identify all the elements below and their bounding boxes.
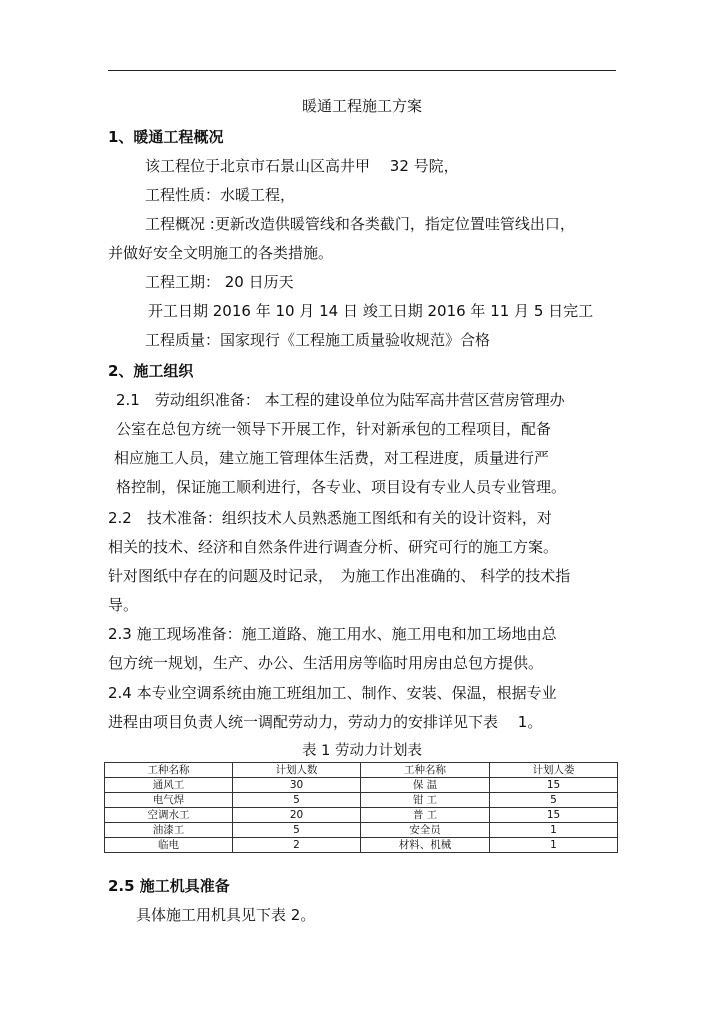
s1-line-location: 该工程位于北京市石景山区高井甲 32 号院， bbox=[145, 157, 459, 175]
s2-line-10: 包方统一规划，生产、办公、生活用房等临时用房由总包方提供。 bbox=[108, 654, 544, 672]
table-cell: 钳 工 bbox=[361, 793, 490, 808]
s2-line-12: 进程由项目负责人统一调配劳动力，劳动力的安排详见下表 1。 bbox=[108, 713, 543, 731]
header-cell: 计划人数 bbox=[233, 763, 361, 778]
s2-line-3: 相应施工人员，建立施工管理体生活费，对工程进度，质量进行严 bbox=[114, 449, 550, 467]
table-cell: 安全员 bbox=[361, 823, 490, 838]
labor-plan-table bbox=[104, 762, 618, 853]
table-cell: 临电 bbox=[105, 838, 233, 853]
s1-line-quality: 工程质量：国家现行《工程施工质量验收规范》合格 bbox=[145, 331, 491, 349]
s2-line-1: 2.1 劳动组织准备： 本工程的建设单位为陆军高井营区营房管理办 bbox=[116, 391, 565, 409]
table-cell: 5 bbox=[490, 793, 618, 808]
s2-line-6: 相关的技术、经济和自然条件进行调查分析、研究可行的施工方案。 bbox=[108, 538, 559, 556]
table-cell: 保 温 bbox=[361, 778, 490, 793]
table-cell: 5 bbox=[233, 793, 361, 808]
section-2-heading: 2、施工组织 bbox=[108, 362, 194, 380]
table-row bbox=[105, 808, 618, 823]
table-header-row bbox=[105, 763, 618, 778]
document-title: 暖通工程施工方案 bbox=[301, 97, 422, 115]
s1-line-dates: 开工日期 2016 年 10 月 14 日 竣工日期 2016 年 11 月 5 日完工 bbox=[148, 302, 594, 320]
s1-line-overview-cont: 并做好安全文明施工的各类措施。 bbox=[108, 244, 334, 262]
table-cell: 1 bbox=[490, 823, 618, 838]
table-cell: 20 bbox=[233, 808, 361, 823]
table-cell: 5 bbox=[233, 823, 361, 838]
table-cell: 空调水工 bbox=[105, 808, 233, 823]
table-row bbox=[105, 778, 618, 793]
s1-line-nature: 工程性质：水暖工程， bbox=[145, 186, 296, 204]
table-row bbox=[105, 838, 618, 853]
header-cell: 工种名称 bbox=[361, 763, 490, 778]
s1-line-duration: 工程工期： 20 日历天 bbox=[145, 273, 294, 291]
table-row bbox=[105, 823, 618, 838]
table-cell: 普 工 bbox=[361, 808, 490, 823]
table-caption: 表 1 劳动力计划表 bbox=[302, 743, 422, 759]
s2-line-2: 公室在总包方统一领导下开展工作，针对新承包的工程项目，配备 bbox=[116, 420, 552, 438]
s2-line-8: 导。 bbox=[108, 596, 139, 614]
s2-line-5: 2.2 技术准备：组织技术人员熟悉施工图纸和有关的设计资料，对 bbox=[108, 509, 552, 527]
header-cell: 计划人娄 bbox=[490, 763, 618, 778]
table-row bbox=[105, 793, 618, 808]
table-cell: 15 bbox=[490, 808, 618, 823]
s2-line-11: 2.4 本专业空调系统由施工班组加工、制作、安装、保温，根据专业 bbox=[108, 684, 557, 702]
table-cell: 1 bbox=[490, 838, 618, 853]
s2-line-7: 针对图纸中存在的问题及时记录， 为施工作出准确的、 科学的技术指 bbox=[108, 567, 571, 585]
header-rule bbox=[108, 70, 616, 71]
s2-line-9: 2.3 施工现场准备：施工道路、施工用水、施工用电和加工场地由总 bbox=[108, 625, 557, 643]
table-cell: 通风工 bbox=[105, 778, 233, 793]
table-cell: 油漆工 bbox=[105, 823, 233, 838]
s25-line: 具体施工用机具见下表 2。 bbox=[136, 906, 316, 924]
table-cell: 2 bbox=[233, 838, 361, 853]
s2-line-4: 格控制，保证施工顺利进行，各专业、项目设有专业人员专业管理。 bbox=[116, 478, 567, 496]
table-cell: 15 bbox=[490, 778, 618, 793]
s1-line-overview: 工程概况 :更新改造供暖管线和各类截门，指定位置哇管线出口， bbox=[145, 215, 575, 233]
section-1-heading: 1、暖通工程概况 bbox=[108, 128, 224, 146]
table-cell: 材料、机械 bbox=[361, 838, 490, 853]
header-cell: 工种名称 bbox=[105, 763, 233, 778]
table-cell: 电气焊 bbox=[105, 793, 233, 808]
table-cell: 30 bbox=[233, 778, 361, 793]
section-2-5-heading: 2.5 施工机具准备 bbox=[108, 877, 230, 895]
